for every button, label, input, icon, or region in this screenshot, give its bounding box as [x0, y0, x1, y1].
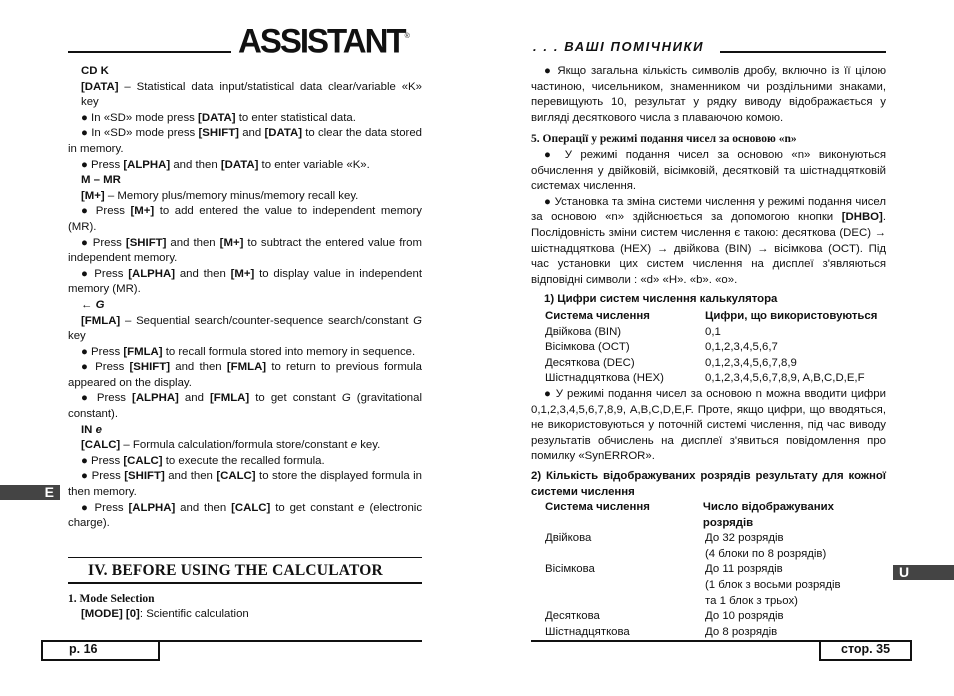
mode-selection-heading: 1. Mode Selection: [68, 593, 155, 605]
left-column: [68, 64, 422, 532]
table-row: Десяткова До 10 розрядів: [545, 610, 784, 623]
list-item: ● Press [SHIFT] and then [M+] to subtract the entered value from independent memory.: [68, 236, 423, 265]
table-row: Вісімкова До 11 розрядів: [545, 563, 783, 576]
side-tab-u: U: [893, 565, 954, 580]
table-row: та 1 блок з трьох): [705, 594, 798, 607]
list-item: ● Press [M+] to add entered the value to independent memory (MR).: [68, 205, 423, 233]
calc-key-desc: [CALC] – Formula calculation/formula store/constant e key.: [81, 439, 381, 452]
table-row: Шістнадцяткова До 8 розрядів: [545, 625, 778, 638]
list-item: ● In «SD» mode press [DATA] to enter statistical data.: [81, 111, 356, 124]
list-item: ● Press [ALPHA] and then [CALC] to get constant e (electronic charge).: [68, 501, 423, 530]
list-item: ● In «SD» mode press [SHIFT] and [DATA] to clear the data stored in memory.: [68, 127, 423, 155]
paragraph: ● У режимі подання чисел за основою «n» виконуються обчислення у двійковій, вісімковій, десятковій та шістнадцятковій системах числення.: [531, 148, 887, 193]
list-item: ● Press [ALPHA] and then [M+] to display value in independent memory (MR).: [68, 267, 423, 296]
fmla-key-desc: [FMLA] – Sequential search/counter-sequence search/constant G key: [68, 314, 422, 343]
right-column-lower: [531, 387, 886, 500]
table-header: Система числення Число відображуваних розрядів: [545, 501, 834, 529]
digits-count-table: [545, 500, 885, 640]
digits-table: [545, 309, 885, 387]
page-number-right: стор. 35: [819, 640, 912, 661]
list-item: ● Press [SHIFT] and then [CALC] to store the displayed formula in then memory.: [68, 470, 423, 499]
data-key-desc: [DATA] – Statistical data input/statistical data clear/variable «K» key: [81, 80, 422, 109]
table-row: Шістнадцяткова (HEX) 0,1,2,3,4,5,6,7,8,9, A,B,C,D,E,F: [545, 372, 865, 385]
mmr-title: M – MR: [81, 174, 121, 187]
paragraph: ● Якщо загальна кількість символів дробу, включно із її цілою частиною, чисельником, знаменником чи роздільними знаками, перевищують 10, результат у рядку виводу відображається у вигляді десяткового числа з плаваючою комою.: [531, 65, 887, 124]
g-title: ← G: [81, 298, 105, 311]
table-row: (4 блоки по 8 розрядів): [705, 547, 827, 560]
header-rule-left: [68, 51, 231, 53]
mplus-key-desc: [M+] – Memory plus/memory minus/memory recall key.: [81, 189, 359, 202]
side-tab-e: E: [0, 485, 60, 500]
table-row: Десяткова (DEC) 0,1,2,3,4,5,6,7,8,9: [545, 356, 797, 369]
mode-key-line: [MODE] [0]: Scientific calculation: [81, 608, 249, 620]
page-number-left: p. 16: [41, 640, 160, 661]
chapter-rule-top: [68, 557, 422, 558]
brand-logo: ASSISTANT®: [238, 21, 410, 60]
table-row: Вісімкова (OCT) 0,1,2,3,4,5,6,7: [545, 341, 778, 354]
paragraph: ● Установка та зміна системи числення у режимі подання чисел за основою «n» здійснюється за допомогою кнопки [DHBO]. Послідовність зміни систем числення є такою: десяткова (DEC) → шістнадцяткова (HEX) → двійкова (BIN) → вісімкова (OCT). Під час установки цих систем числення на дисплеї з'являються відповідні символи : «d» «H». «b». «o».: [531, 195, 887, 286]
table-row: Двійкова До 32 розрядів: [545, 532, 784, 545]
in-e-title: IN e: [81, 423, 102, 436]
header-right-title: . . . ВАШІ ПОМІЧНИКИ: [533, 39, 705, 54]
table-row: (1 блок з восьми розрядів: [705, 578, 841, 591]
right-column: [531, 64, 886, 308]
list-item: ● Press [ALPHA] and then [DATA] to enter variable «K».: [81, 158, 370, 171]
table-header: Система числення Цифри, що використовуються: [545, 310, 878, 322]
table-row: Двійкова (BIN) 0,1: [545, 325, 721, 338]
chapter-title: IV. BEFORE USING THE CALCULATOR: [88, 562, 383, 579]
list-item: ● Press [ALPHA] and [FMLA] to get constant G (gravitational constant).: [68, 392, 422, 421]
paragraph: ● У режимі подання чисел за основою n можна вводити цифри 0,1,2,3,4,5,6,7,8,9, A,B,C,D,E,F. Проте, якщо цифри, що вводяться, не використовуються у поточній системі числення, під час виводу результатів обчислень на дисплеї з'явиться повідомлення про помилку «SynERROR».: [531, 388, 886, 463]
section-5-heading: 5. Операції у режимі подання чисел за основою «n»: [531, 133, 797, 146]
cdk-title: CD K: [81, 65, 109, 77]
table2-title: 2) Кількість відображуваних розрядів результату для кожної системи числення: [531, 469, 886, 498]
list-item: ● Press [SHIFT] and then [FMLA] to return to previous formula appeared on the display.: [68, 361, 423, 389]
table1-title: 1) Цифри систем числення калькулятора: [544, 293, 778, 306]
list-item: ● Press [CALC] to execute the recalled formula.: [81, 454, 325, 467]
chapter-rule-bottom: [68, 582, 422, 584]
list-item: ● Press [FMLA] to recall formula stored into memory in sequence.: [81, 345, 416, 358]
header-rule-right: [720, 51, 886, 53]
